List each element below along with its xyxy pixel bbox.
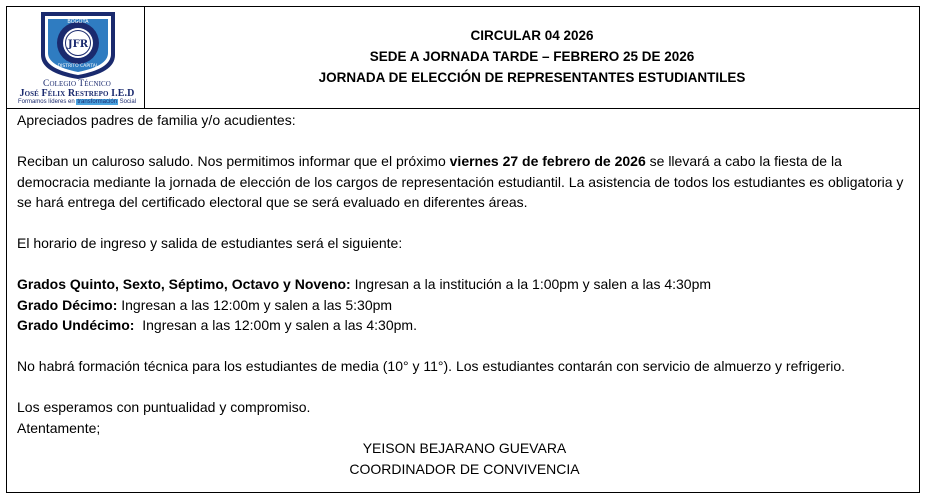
school-crest-icon — [7, 7, 144, 81]
sign-off: Atentamente; — [17, 419, 101, 436]
circular-date-line: SEDE A JORNADA TARDE – FEBRERO 25 DE 2026 — [369, 49, 695, 64]
intro-text-after: se llevará a cabo la fiesta de la democracia mediante la jornada de elección de los cargos de representación estudiantil. La asistencia de todos los estudiantes es obligatoria y se hará entrega del certificado electoral que se será evaluado en diferentes áreas. — [17, 153, 904, 210]
schedule-detail: Ingresan a las 12:00m y salen a las 5:30pm — [117, 296, 393, 313]
motto-highlight: transformación — [77, 99, 118, 105]
intro-text-before: Reciban un caluroso saludo. Nos permitimos informar que el próximo — [17, 153, 450, 169]
schedule-row — [17, 315, 912, 336]
header-title-block — [145, 7, 919, 108]
schedule-row — [17, 274, 912, 295]
circular-document — [6, 6, 920, 493]
event-date: viernes 27 de febrero de 2026 — [449, 153, 646, 169]
crest-monogram: JFR — [67, 39, 89, 50]
motto-post: Social — [118, 99, 137, 105]
greeting: Apreciados padres de familia y/o acudientes: — [17, 112, 296, 128]
schedule-grades: Grado Décimo: — [17, 296, 118, 313]
schedule-detail: Ingresan a las 12:00m y salen a las 4:30pm. — [134, 317, 417, 333]
document-header — [7, 7, 919, 109]
motto-pre: Formamos líderes en — [17, 99, 77, 105]
schedule-grades: Grado Undécimo: — [17, 317, 135, 333]
signer-title: COORDINADOR DE CONVIVENCIA — [349, 460, 580, 477]
schedule-row — [17, 295, 912, 316]
school-logo — [7, 7, 145, 108]
school-name-line1: Colegio Técnico — [43, 79, 111, 89]
document-body — [17, 110, 912, 479]
circular-number: CIRCULAR 04 2026 — [470, 28, 594, 43]
school-name-line2: José Félix Restrepo I.E.D — [19, 88, 135, 99]
closing-line: Los esperamos con puntualidad y compromiso. — [17, 399, 311, 415]
crest-ring-top-text: BOGOTÁ — [67, 19, 89, 25]
school-motto — [15, 99, 139, 106]
school-name — [15, 79, 139, 99]
technical-training-note: No habrá formación técnica para los estudiantes de media (10° y 11°). Los estudiantes contarán con servicio de almuerzo y refrigerio. — [17, 358, 846, 374]
crest-ring-bottom-text: DISTRITO CAPITAL — [57, 64, 99, 69]
schedule-detail: Ingresan a la institución a la 1:00pm y salen a las 4:30pm — [350, 276, 712, 292]
circular-subject: JORNADA DE ELECCIÓN DE REPRESENTANTES ESTUDIANTILES — [318, 70, 746, 85]
intro-paragraph — [17, 151, 912, 213]
schedule-grades: Grados Quinto, Sexto, Séptimo, Octavo y Noveno: — [17, 276, 351, 292]
schedule-intro: El horario de ingreso y salida de estudiantes será el siguiente: — [17, 235, 403, 251]
signer-name: YEISON BEJARANO GUEVARA — [362, 440, 567, 456]
